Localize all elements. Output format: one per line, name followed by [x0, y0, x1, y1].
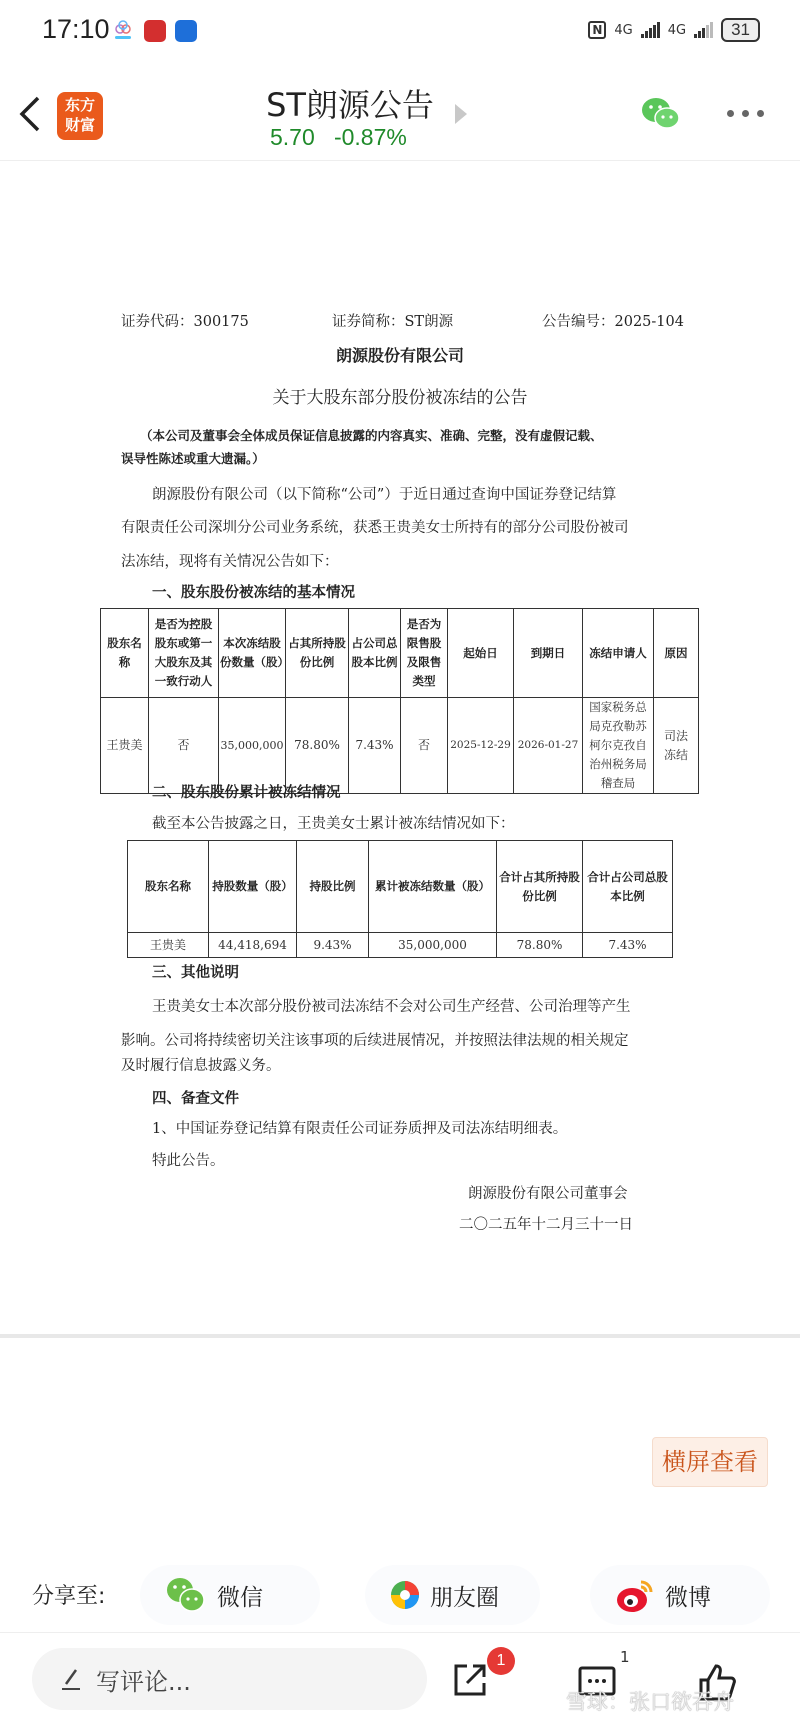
expand-arrow-icon[interactable] [455, 104, 467, 124]
more-options-icon[interactable] [727, 110, 764, 117]
freeze-detail-table [100, 608, 699, 794]
status-time: 17:10 [42, 14, 110, 44]
share-icon[interactable] [453, 1663, 487, 1697]
section-3-paragraph-line: 王贵美女士本次部分股份被司法冻结不会对公司生产经营、公司治理等产生 [152, 999, 631, 1015]
table-header-row [101, 609, 699, 698]
app-notification-icon [175, 20, 197, 42]
table-cell: 2025-12-29 [448, 698, 514, 794]
table-header-cell: 合计占其所持股份比例 [497, 841, 583, 933]
nfc-icon: N [588, 21, 606, 39]
table-cell: 44,418,694 [209, 933, 297, 958]
section-3-paragraph-line: 影响。公司将持续密切关注该事项的后续进展情况，并按照法律法规的相关规定 [121, 1033, 629, 1049]
section-3-title: 三、其他说明 [152, 965, 239, 981]
section-divider [0, 1334, 800, 1338]
closing-text: 特此公告。 [152, 1153, 225, 1169]
table-cell: 否 [149, 698, 219, 794]
notice-number: 公告编号：2025-104 [542, 314, 684, 330]
table-cell: 7.43% [349, 698, 401, 794]
comment-count: 1 [620, 1648, 630, 1666]
table-cell: 王贵美 [101, 698, 149, 794]
intro-paragraph-line: 有限责任公司深圳分公司业务系统，获悉王贵美女士所持有的部分公司股份被司 [121, 520, 629, 536]
comment-input[interactable] [32, 1648, 427, 1710]
share-moments-button[interactable] [365, 1565, 540, 1625]
table-cell: 78.80% [497, 933, 583, 958]
share-label: 分享至: [32, 1584, 106, 1609]
network-label: 4G [614, 22, 633, 38]
back-icon[interactable] [16, 94, 44, 134]
intro-paragraph-line: 法冻结，现将有关情况公告如下： [121, 554, 339, 570]
section-4-title: 四、备查文件 [152, 1091, 239, 1107]
comment-placeholder: 写评论... [96, 1667, 191, 1696]
section-4-item: 1、中国证券登记结算有限责任公司证券质押及司法冻结明细表。 [152, 1121, 568, 1137]
signature: 朗源股份有限公司董事会 [468, 1186, 628, 1202]
table-header-cell: 原因 [654, 609, 699, 698]
table-header-cell: 起始日 [448, 609, 514, 698]
battery-icon: 31 [721, 18, 760, 42]
table-row [128, 933, 673, 958]
network-label: 4G [667, 22, 687, 38]
logo-text: 财富 [64, 116, 95, 134]
disclaimer-line: （本公司及董事会全体成员保证信息披露的内容真实、准确、完整，没有虚假记载、 [140, 428, 603, 443]
table-cell: 78.80% [286, 698, 349, 794]
table-cell: 35,000,000 [369, 933, 497, 958]
table-header-cell: 到期日 [514, 609, 583, 698]
share-wechat-label: 微信 [217, 1584, 263, 1611]
table-header-cell: 占其所持股份比例 [286, 609, 349, 698]
table-header-cell: 股东名称 [101, 609, 149, 698]
bottom-divider [0, 1632, 800, 1633]
share-wechat-button[interactable] [140, 1565, 320, 1625]
table-cell: 9.43% [297, 933, 369, 958]
section-2-intro: 截至本公告披露之日，王贵美女士累计被冻结情况如下： [152, 816, 515, 832]
signal-icon [694, 22, 713, 38]
table-header-cell: 是否为限售股及限售类型 [401, 609, 448, 698]
table-header-cell: 冻结申请人 [583, 609, 654, 698]
app-notification-icon [144, 20, 166, 42]
table-header-cell: 持股比例 [297, 841, 369, 933]
moments-icon [390, 1580, 420, 1610]
table-header-cell: 股东名称 [128, 841, 209, 933]
announcement-title: 关于大股东部分股份被冻结的公告 [272, 388, 528, 408]
wechat-share-icon[interactable] [640, 96, 682, 132]
table-cell: 否 [401, 698, 448, 794]
table-cell: 35,000,000 [219, 698, 286, 794]
page-title: ST朗源公告 [266, 86, 434, 124]
stock-change: -0.87% [333, 124, 407, 150]
table-cell: 国家税务总局克孜勒苏柯尔克孜自治州税务局稽查局 [583, 698, 654, 794]
table-header-row [128, 841, 673, 933]
stock-quote [270, 124, 407, 151]
app-logo [57, 92, 103, 140]
table-cell: 2026-01-27 [514, 698, 583, 794]
wechat-icon [165, 1576, 207, 1614]
share-moments-label: 朋友圈 [430, 1584, 499, 1611]
section-3-paragraph-line: 及时履行信息披露义务。 [121, 1058, 281, 1074]
weibo-icon [615, 1576, 655, 1614]
watermark: 雪球：张口欲吞舟 [566, 1690, 734, 1714]
table-cell: 司法冻结 [654, 698, 699, 794]
announcement-date: 二〇二五年十二月三十一日 [459, 1217, 633, 1233]
share-badge: 1 [487, 1647, 515, 1675]
table-header-cell: 累计被冻结数量（股） [369, 841, 497, 933]
share-weibo-label: 微博 [665, 1584, 711, 1611]
header-divider [0, 160, 800, 161]
section-1-title: 一、股东股份被冻结的基本情况 [152, 585, 355, 601]
section-2-title: 二、股东股份累计被冻结情况 [152, 785, 341, 801]
cumulative-freeze-table [127, 840, 673, 958]
landscape-view-button[interactable]: 横屏查看 [652, 1437, 768, 1487]
status-indicators [588, 18, 760, 42]
pencil-icon [60, 1667, 82, 1691]
table-header-cell: 是否为控股股东或第一大股东及其一致行动人 [149, 609, 219, 698]
logo-text: 东方 [64, 96, 95, 114]
share-weibo-button[interactable] [590, 1565, 770, 1625]
table-header-cell: 合计占公司总股本比例 [583, 841, 673, 933]
signal-icon [641, 22, 660, 38]
security-code: 证券代码：300175 [121, 314, 249, 330]
table-cell: 王贵美 [128, 933, 209, 958]
stock-price: 5.70 [270, 124, 315, 150]
company-name: 朗源股份有限公司 [335, 346, 464, 365]
disclaimer-line: 误导性陈述或重大遗漏。） [121, 451, 265, 466]
table-header-cell: 本次冻结股份数量（股） [219, 609, 286, 698]
security-short-name: 证券简称：ST朗源 [332, 314, 454, 330]
table-header-cell: 占公司总股本比例 [349, 609, 401, 698]
table-header-cell: 持股数量（股） [209, 841, 297, 933]
intro-paragraph-line: 朗源股份有限公司（以下简称“公司”）于近日通过查询中国证券登记结算 [152, 487, 617, 503]
app-notification-icon [112, 20, 134, 42]
table-cell: 7.43% [583, 933, 673, 958]
table-row [101, 698, 699, 794]
